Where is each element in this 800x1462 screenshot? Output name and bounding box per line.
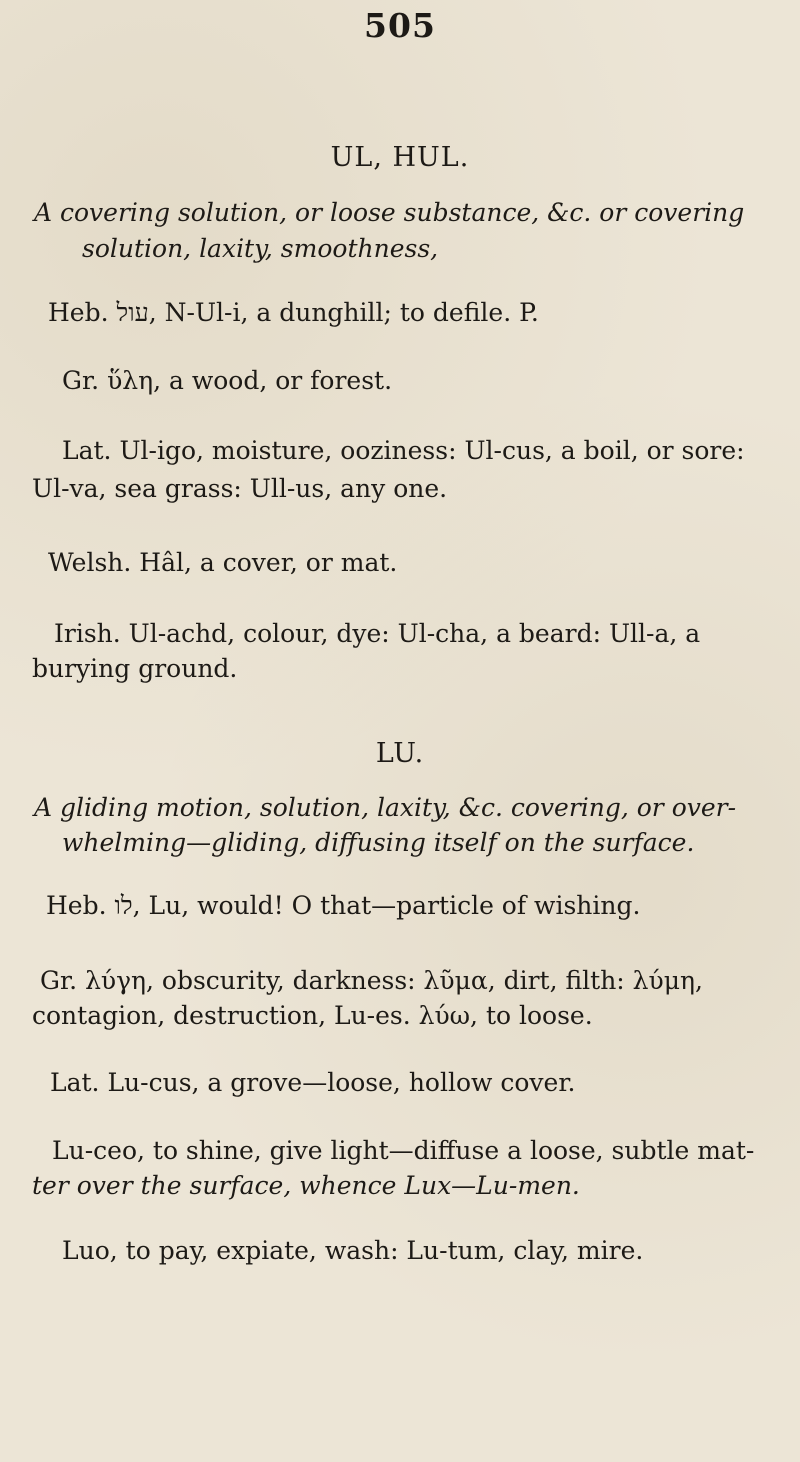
greek-entry: Gr. ὕλη, a wood, or forest. — [62, 366, 393, 395]
welsh-entry: Welsh. Hâl, a cover, or mat. — [48, 548, 398, 577]
latin-entry-line-2: Lu-ceo, to shine, give light—diffuse a loose, subtle mat- — [52, 1136, 755, 1165]
hebrew-entry: Heb. לו, Lu, would! O that—particle of wishing. — [46, 891, 641, 920]
entry-heading-ul-hul: UL, HUL. — [330, 142, 470, 173]
irish-entry-line-2: burying ground. — [32, 654, 238, 683]
latin-entry-line-3: ter over the surface, whence Lux—Lu-men. — [32, 1171, 580, 1200]
definition-line-1: A gliding motion, solution, laxity, &c. covering, or over- — [34, 793, 737, 822]
irish-entry-line-1: Irish. Ul-achd, colour, dye: Ul-cha, a beard: Ull-a, a — [54, 619, 701, 648]
definition-line-1: A covering solution, or loose substance, &c. or covering — [34, 198, 745, 227]
entry-heading-lu: LU. — [375, 738, 425, 769]
latin-entry-line-2: Ul-va, sea grass: Ull-us, any one. — [32, 474, 448, 503]
latin-entry-line-1: Lat. Lu-cus, a grove—loose, hollow cover. — [50, 1068, 576, 1097]
latin-entry-line-1: Lat. Ul-igo, moisture, ooziness: Ul-cus, a boil, or sore: — [62, 436, 745, 465]
greek-entry-line-2: contagion, destruction, Lu-es. λύω, to loose. — [32, 1001, 593, 1030]
hebrew-entry: Heb. עול, N-Ul-i, a dunghill; to defile. P. — [48, 298, 539, 327]
definition-line-2: solution, laxity, smoothness, — [82, 234, 439, 263]
greek-entry-line-1: Gr. λύγη, obscurity, darkness: λῦμα, dirt, filth: λύμη, — [40, 966, 703, 995]
latin-entry-line-4: Luo, to pay, expiate, wash: Lu-tum, clay, mire. — [62, 1236, 644, 1265]
page-number: 505 — [364, 6, 436, 45]
definition-line-2: whelming—gliding, diffusing itself on the surface. — [62, 828, 695, 857]
